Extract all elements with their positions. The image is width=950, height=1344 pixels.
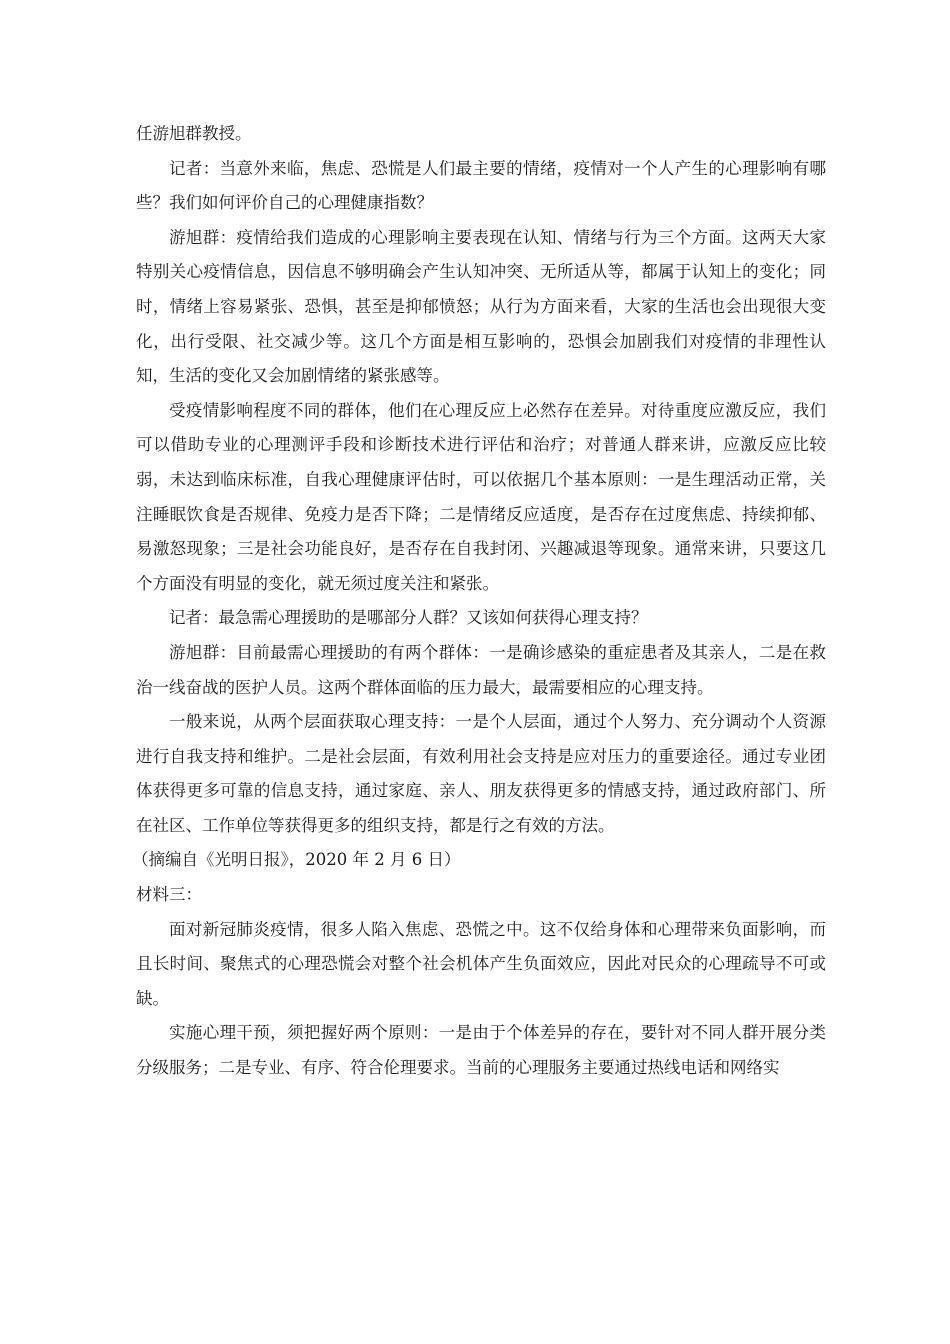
paragraph-intro-tail: 任游旭群教授。: [136, 124, 252, 143]
paragraph-answer-1: 游旭群：疫情给我们造成的心理影响主要表现在认知、情绪与行为三个方面。这两天大家特别关心疫情信息，因信息不够明确会产生认知冲突、无所适从等，都属于认知上的变化；同时，情绪上容易紧张、恐惧，甚至是抑郁愤怒；从行为方面来看，大家的生活也会出现很大变化，出行受限、社交减少等。这几个方面是相互影响的，恐惧会加剧我们对疫情的非理性认知，生活的变化又会加剧情绪的紧张感等。: [136, 227, 826, 386]
paragraph-material-3-intro: 面对新冠肺炎疫情，很多人陷入焦虑、恐慌之中。这不仅给身体和心理带来负面影响，而且长时间、聚焦式的心理恐慌会对整个社会机体产生负面效应，因此对民众的心理疏导不可或缺。: [136, 919, 826, 1008]
paragraph-answer-2-continued: 一般来说，从两个层面获取心理支持：一是个人层面，通过个人努力、充分调动个人资源进行自我支持和维护。二是社会层面，有效利用社会支持是应对压力的重要途径。通过专业团体获得更多可靠的信息支持，通过家庭、亲人、朋友获得更多的情感支持，通过政府部门、所在社区、工作单位等获得更多的组织支持，都是行之有效的方法。: [136, 712, 826, 835]
paragraph-material-3-principles: 实施心理干预，须把握好两个原则：一是由于个体差异的存在，要针对不同人群开展分类分级服务；二是专业、有序、符合伦理要求。当前的心理服务主要通过热线电话和网络实: [136, 1023, 826, 1078]
paragraph-answer-1-continued: 受疫情影响程度不同的群体，他们在心理反应上必然存在差异。对待重度应激反应，我们可以借助专业的心理测评手段和诊断技术进行评估和治疗；对普通人群来讲，应激反应比较弱，未达到临床标准，自我心理健康评估时，可以依据几个基本原则：一是生理活动正常，关注睡眠饮食是否规律、免疫力是否下降；二是情绪反应适度，是否存在过度焦虑、持续抑郁、易激怒现象；三是社会功能良好，是否存在自我封闭、兴趣减退等现象。通常来讲，只要这几个方面没有明显的变化，就无须过度关注和紧张。: [136, 400, 826, 593]
source-citation: （摘编自《光明日报》，2020 年 2 月 6 日）: [132, 850, 461, 870]
section-heading-material-3: 材料三：: [136, 885, 202, 905]
paragraph-answer-2: 游旭群：目前最需心理援助的有两个群体：一是确诊感染的重症患者及其亲人，二是在救治一线奋战的医护人员。这两个群体面临的压力最大，最需要相应的心理支持。: [136, 642, 826, 697]
document-body: [132, 117, 826, 1086]
paragraph-reporter-question-2: 记者：最急需心理援助的是哪部分人群？又该如何获得心理支持？: [169, 608, 648, 628]
paragraph-reporter-question-1: 记者：当意外来临，焦虑、恐慌是人们最主要的情绪，疫情对一个人产生的心理影响有哪些？我们如何评价自己的心理健康指数？: [136, 158, 826, 213]
